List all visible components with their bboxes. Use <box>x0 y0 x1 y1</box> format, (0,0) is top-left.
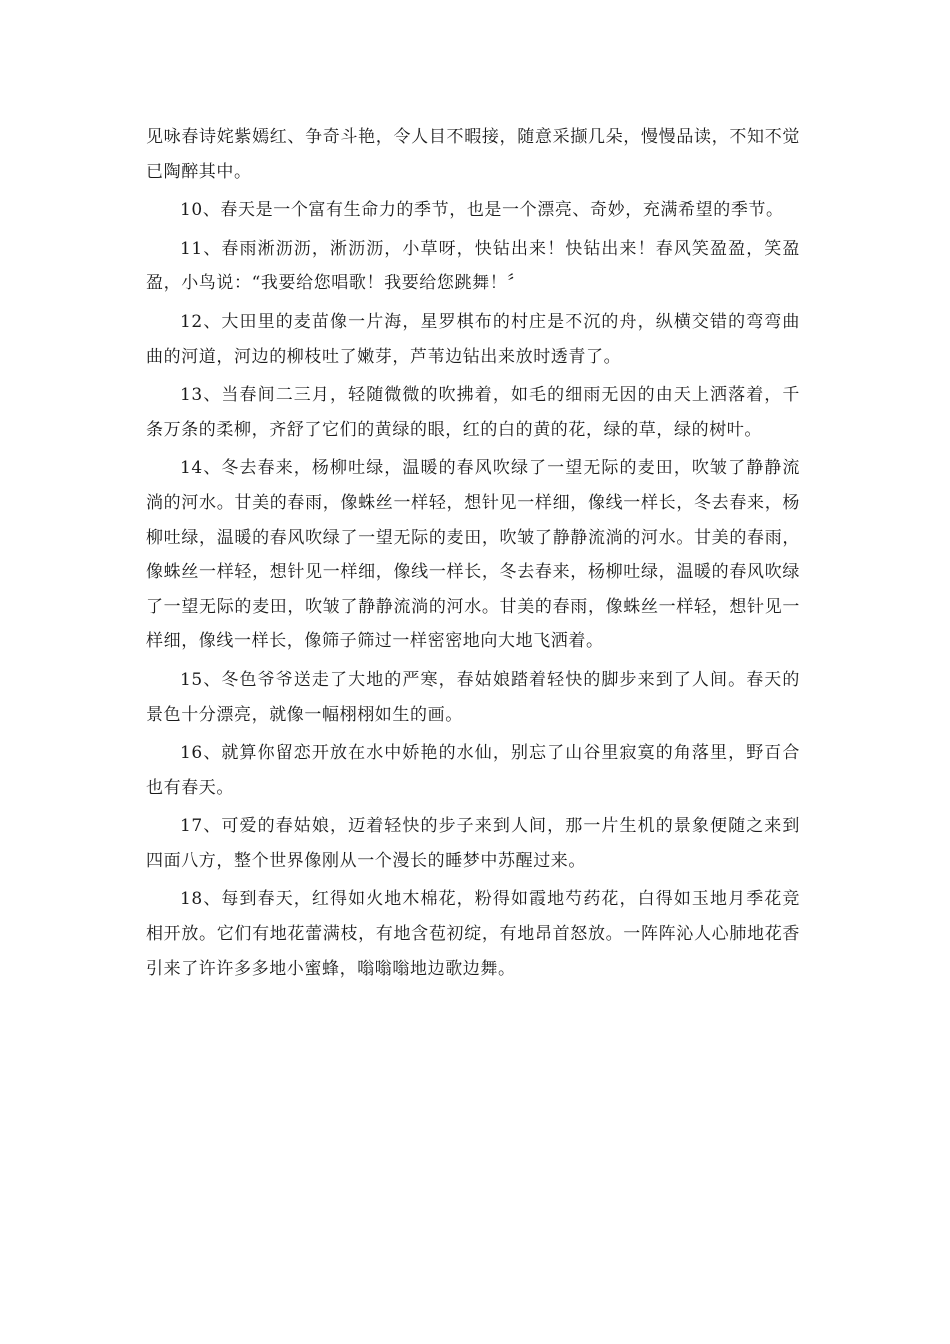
paragraph-15: 15、冬色爷爷送走了大地的严寒，春姑娘踏着轻快的脚步来到了人间。春天的景色十分漂亮，就像一幅栩栩如生的画。 <box>146 669 800 725</box>
paragraph-11: 11、春雨淅沥沥，淅沥沥，小草呀，快钻出来！快钻出来！春风笑盈盈，笑盈盈，小鸟说：“我要给您唱歌！我要给您跳舞！〞 <box>146 238 800 294</box>
paragraph-intro-continuation: 见咏春诗姹紫嫣红、争奇斗艳，令人目不暇接，随意采撷几朵，慢慢品读，不知不觉已陶醉其中。 <box>146 127 800 182</box>
paragraph-13: 13、当春间二三月，轻随微微的吹拂着，如毛的细雨无因的由天上洒落着，千条万条的柔柳，齐舒了它们的黄绿的眼，红的白的黄的花，绿的草，绿的树叶。 <box>146 385 800 440</box>
paragraph-16: 16、就算你留恋开放在水中娇艳的水仙，别忘了山谷里寂寞的角落里，野百合也有春天。 <box>146 743 800 798</box>
paragraph-10: 10、春天是一个富有生命力的季节，也是一个漂亮、奇妙，充满希望的季节。 <box>180 200 784 221</box>
paragraph-18: 18、每到春天，红得如火地木棉花，粉得如霞地芍药花，白得如玉地月季花竞相开放。它们有地花蕾满枝，有地含苞初绽，有地昂首怒放。一阵阵沁人心肺地花香引来了许许多多地小蜜蜂，嗡嗡嗡地边歌边舞。 <box>146 889 800 979</box>
document-body <box>146 120 800 990</box>
paragraph-17: 17、可爱的春姑娘，迈着轻快的步子来到人间，那一片生机的景象便随之来到四面八方，整个世界像刚从一个漫长的睡梦中苏醒过来。 <box>146 816 800 871</box>
paragraph-14: 14、冬去春来，杨柳吐绿，温暖的春风吹绿了一望无际的麦田，吹皱了静静流淌的河水。甘美的春雨，像蛛丝一样轻，想针见一样细，像线一样长，冬去春来，杨柳吐绿，温暖的春风吹绿了一望无际的麦田，吹皱了静静流淌的河水。甘美的春雨，像蛛丝一样轻，想针见一样细，像线一样长，冬去春来，杨柳吐绿，温暖的春风吹绿了一望无际的麦田，吹皱了静静流淌的河水。甘美的春雨，像蛛丝一样轻，想针见一样细，像线一样长，像筛子筛过一样密密地向大地飞洒着。 <box>146 458 800 652</box>
paragraph-12: 12、大田里的麦苗像一片海，星罗棋布的村庄是不沉的舟，纵横交错的弯弯曲曲的河道，河边的柳枝吐了嫩芽，芦苇边钻出来放时透青了。 <box>146 311 800 367</box>
